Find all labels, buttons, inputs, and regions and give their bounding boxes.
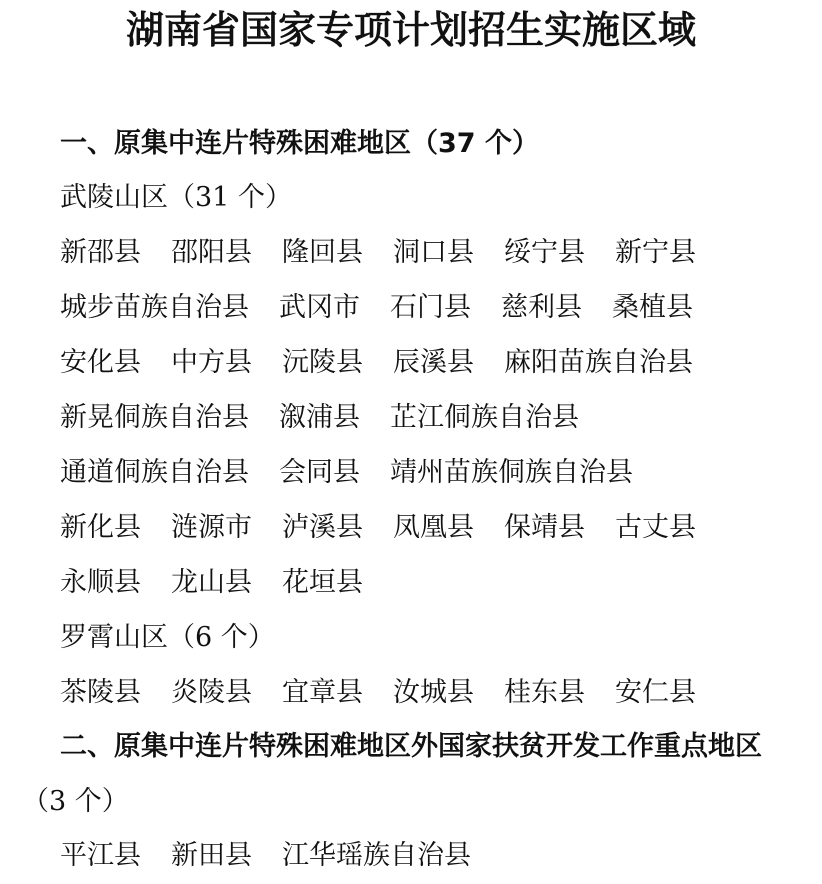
county-name: 辰溪县 [393,347,474,378]
county-row [60,343,693,383]
county-name: 古丈县 [615,512,696,543]
county-row [60,836,471,876]
county-name: 涟源市 [171,512,252,543]
county-name: 保靖县 [504,512,585,543]
county-name: 会同县 [279,457,360,488]
county-row [60,673,696,713]
county-name: 宜章县 [282,677,363,708]
county-row [60,563,363,603]
county-name: 通道侗族自治县 [60,457,249,488]
county-name: 安化县 [60,347,141,378]
county-name: 永顺县 [60,567,141,598]
section-2-heading-continued: （3 个） [22,786,129,817]
county-name: 汝城县 [393,677,474,708]
county-name: 新田县 [171,840,252,871]
county-name: 石门县 [390,292,471,323]
section-1-heading: 一、原集中连片特殊困难地区（37 个） [60,128,539,159]
subregion-wuling-heading: 武陵山区（31 个） [60,182,292,213]
county-name: 溆浦县 [279,402,360,433]
county-name: 隆回县 [282,237,363,268]
county-name: 桑植县 [612,292,693,323]
subregion-luoxiao-heading: 罗霄山区（6 个） [60,622,275,653]
county-row [60,288,693,328]
county-name: 麻阳苗族自治县 [504,347,693,378]
county-name: 洞口县 [393,237,474,268]
county-name: 新邵县 [60,237,141,268]
section-2-heading: 二、原集中连片特殊困难地区外国家扶贫开发工作重点地区 [60,731,762,762]
county-name: 泸溪县 [282,512,363,543]
page-title: 湖南省国家专项计划招生实施区域 [125,8,696,52]
county-name: 邵阳县 [171,237,252,268]
county-name: 安仁县 [615,677,696,708]
county-name: 桂东县 [504,677,585,708]
county-name: 绥宁县 [504,237,585,268]
county-name: 靖州苗族侗族自治县 [390,457,633,488]
county-name: 沅陵县 [282,347,363,378]
county-name: 慈利县 [501,292,582,323]
county-name: 平江县 [60,840,141,871]
county-row [60,233,696,273]
county-row [60,508,696,548]
county-name: 花垣县 [282,567,363,598]
county-name: 炎陵县 [171,677,252,708]
county-name: 龙山县 [171,567,252,598]
county-name: 武冈市 [279,292,360,323]
county-name: 芷江侗族自治县 [390,402,579,433]
county-name: 中方县 [171,347,252,378]
county-name: 城步苗族自治县 [60,292,249,323]
county-name: 新化县 [60,512,141,543]
county-name: 江华瑶族自治县 [282,840,471,871]
county-name: 凤凰县 [393,512,474,543]
county-name: 茶陵县 [60,677,141,708]
county-row [60,398,579,438]
county-name: 新宁县 [615,237,696,268]
county-row [60,453,633,493]
county-name: 新晃侗族自治县 [60,402,249,433]
